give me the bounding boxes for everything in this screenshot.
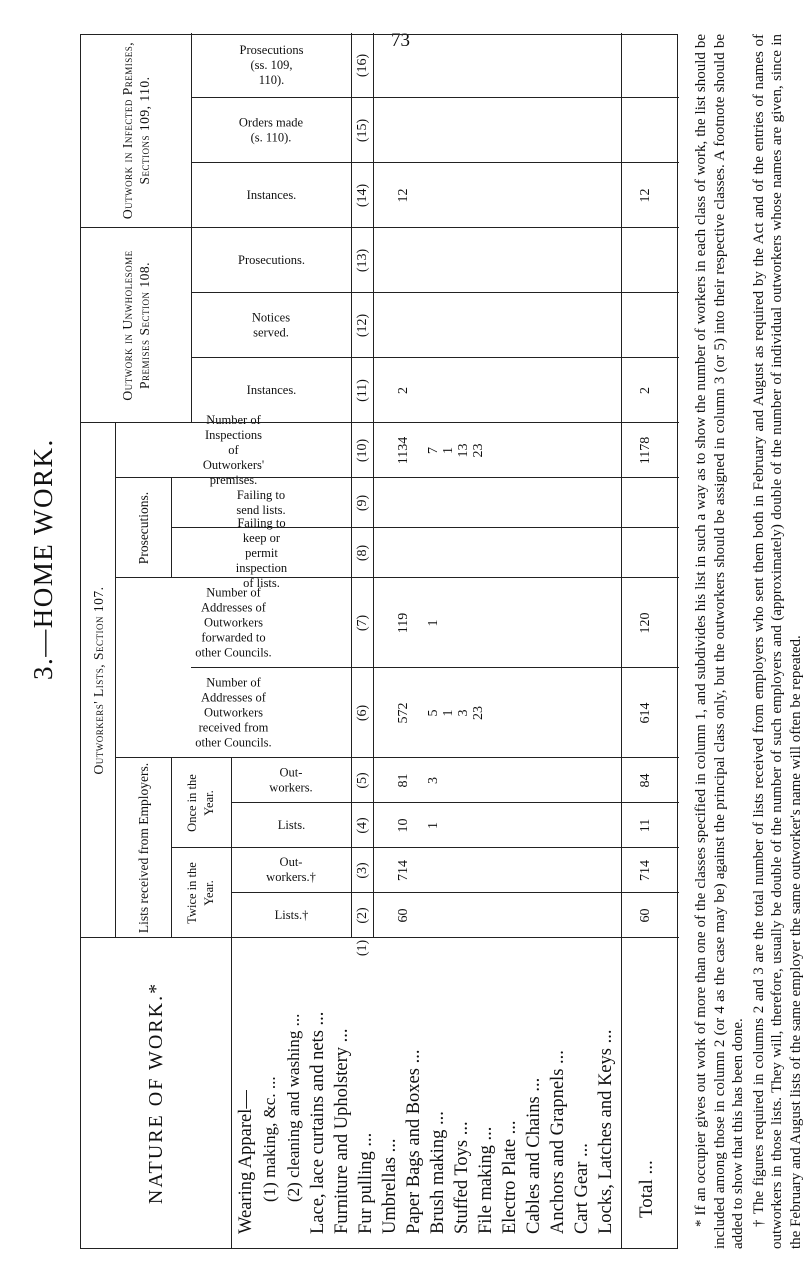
- rule-vertical: [191, 667, 679, 668]
- col-header-addresses-forwarded: [115, 578, 351, 668]
- nature-of-work-row: Locks, Latches and Keys ...: [596, 1029, 616, 1234]
- rule-horizontal: [351, 33, 352, 938]
- col-header-orders-made: [191, 98, 351, 163]
- col-header-lists-twice: [231, 893, 351, 938]
- cell-value: 23: [471, 443, 486, 458]
- nature-of-work-row: (1) making, &c. ...: [260, 1076, 279, 1202]
- rule-horizontal: [231, 938, 232, 1248]
- rule-horizontal: [191, 33, 192, 423]
- col-header-addresses-received: [115, 668, 351, 758]
- col-header-text: Prosecutions (ss. 109, 110).: [239, 43, 303, 87]
- column-number: (3): [355, 862, 370, 879]
- col-header-outworkers-twice: [231, 848, 351, 893]
- column-number: (1): [355, 939, 370, 957]
- column-number: (11): [355, 379, 370, 402]
- nature-of-work-row: Paper Bags and Boxes ...: [404, 1049, 424, 1234]
- nature-of-work-row: Lace, lace curtains and nets ...: [308, 1011, 328, 1234]
- col-header-text: Out-workers.: [269, 765, 313, 795]
- col-header-text: Out-workers.†: [266, 855, 316, 885]
- footnote-asterisk: * If an occupier gives out work of more than one of the classes specified in column 1, and subdivides his list in such a way as to show the number of workers in each class of work, the list should be included among those in column 2 (or 4 as the case may be) against the principal class only, but the outworkers should be assigned in column 3 (or 5) into their respective classes. A footnote should be added to show that this has been done.: [693, 34, 746, 1249]
- rule-vertical: [191, 97, 679, 98]
- col-header-text: Lists.: [277, 818, 305, 832]
- subheader-twice-in-year: Twice in the Year.: [185, 862, 216, 924]
- page-number: 73: [391, 30, 410, 51]
- col-header-notices-served: [191, 293, 351, 358]
- nature-of-work-row: Anchors and Grapnels ...: [548, 1050, 568, 1234]
- rule-vertical: [81, 227, 679, 228]
- subheader-prosecutions: Prosecutions.: [135, 491, 151, 565]
- cell-value: 7: [426, 447, 441, 454]
- nature-of-work-row: Umbrellas ...: [380, 1138, 400, 1234]
- total-value: 714: [638, 860, 653, 881]
- cell-value: 12: [396, 188, 411, 203]
- cell-value: 1: [426, 822, 441, 829]
- rule-vertical: [231, 802, 679, 803]
- rule-horizontal: [621, 33, 622, 1248]
- rule-vertical: [171, 527, 679, 528]
- cell-value: 1: [426, 619, 441, 627]
- cell-value: 10: [396, 818, 411, 833]
- nature-of-work-row: Stuffed Toys ...: [452, 1121, 472, 1234]
- column-number: (8): [355, 544, 370, 562]
- total-label: Total ...: [636, 1160, 657, 1218]
- rule-vertical: [191, 357, 679, 358]
- total-value: 120: [638, 612, 653, 634]
- total-value: 60: [638, 908, 653, 923]
- footnotes: [692, 34, 807, 1249]
- col-header-text: Number of Addresses of Outworkers received from other Councils.: [194, 675, 272, 750]
- footnote-dagger: † The figures required in columns 2 and 3 are the total number of lists received from employers who sent them both in February and August as required by the Act and of the entries of names of outworkers in those lists. They will, therefore, usually be double of the number of such employers and (approximately) double of the number of individual outworkers whose names are given, since in the February and August lists of the same employer the same outworker's name will often be repeated.: [750, 34, 804, 1249]
- column-number: (12): [355, 313, 370, 338]
- col-header-prosecutions-infected: [191, 33, 351, 98]
- col-header-text: Notices served.: [251, 310, 291, 340]
- nature-of-work-row: Fur pulling ...: [356, 1132, 376, 1234]
- total-value: 12: [638, 188, 653, 203]
- cell-value: 572: [396, 702, 411, 724]
- total-value: 2: [638, 387, 653, 394]
- rule-vertical: [81, 422, 679, 423]
- col-header-inspections: [115, 412, 351, 487]
- cell-value: 13: [456, 443, 471, 458]
- total-value: 614: [638, 702, 653, 724]
- group-header-unwholesome-premises: Outwork in Unwholesome Premises Section 108.: [120, 250, 152, 401]
- nature-of-work-row: (2) cleaning and washing ...: [284, 1013, 303, 1202]
- rule-vertical: [191, 292, 679, 293]
- nature-of-work-row: Furniture and Upholstery ...: [332, 1028, 352, 1234]
- col-header-instances-infected: [191, 163, 351, 228]
- cell-value: 714: [396, 860, 411, 881]
- cell-value: 1134: [396, 436, 411, 465]
- rule-horizontal: [373, 33, 374, 938]
- nature-of-work-row: File making ...: [476, 1126, 496, 1234]
- cell-value: 60: [396, 908, 411, 923]
- cell-value: 5: [426, 709, 441, 717]
- rule-horizontal: [171, 758, 172, 938]
- col-header-text: Instances.: [246, 383, 296, 397]
- rule-vertical: [115, 577, 679, 578]
- rule-vertical: [171, 847, 679, 848]
- nature-of-work-row: Electro Plate ...: [500, 1120, 520, 1234]
- column-number: (2): [355, 907, 370, 924]
- cell-value: 3: [456, 709, 471, 717]
- col-header-lists-once: [231, 803, 351, 848]
- page-title: 3.—HOME WORK.: [28, 438, 58, 680]
- column-number: (7): [355, 614, 370, 632]
- subheader-once-in-year: Once in the Year.: [185, 774, 216, 832]
- rule-horizontal: [115, 423, 116, 938]
- column-number: (4): [355, 817, 370, 834]
- total-value: 84: [638, 773, 653, 788]
- cell-value: 2: [396, 387, 411, 394]
- cell-value: 3: [426, 777, 441, 784]
- rule-vertical: [191, 162, 679, 163]
- cell-value: 119: [396, 612, 411, 634]
- total-value: 1178: [638, 436, 653, 465]
- col-header-text: Failing to send lists.: [236, 488, 286, 517]
- cell-value: 1: [441, 447, 456, 454]
- rule-horizontal: [231, 758, 232, 938]
- subheader-lists-received: Lists received from Employers.: [135, 762, 151, 934]
- col-header-text: Instances.: [246, 188, 296, 202]
- col-header-text: Lists.†: [274, 908, 308, 922]
- col-header-prosecutions-unwholesome: [191, 228, 351, 293]
- column-number: (10): [355, 438, 370, 463]
- cell-value: 81: [396, 773, 411, 788]
- nature-of-work-header: NATURE OF WORK.*: [144, 981, 167, 1205]
- col-header-text: Number of Addresses of Outworkers forwarded to other Councils.: [194, 585, 272, 660]
- group-header-outworkers-lists: Outworkers' Lists, Section 107.: [90, 586, 106, 775]
- column-number: (16): [355, 53, 370, 78]
- home-work-table: [80, 34, 678, 1249]
- col-header-text: Orders made (s. 110).: [238, 115, 304, 145]
- rotated-page-content: [80, 34, 804, 1249]
- nature-of-work-row: Cart Gear ...: [572, 1143, 592, 1234]
- column-number: (15): [355, 118, 370, 143]
- column-number: (14): [355, 183, 370, 208]
- col-header-text: Number of Inspections of Outworkers' premises.: [202, 412, 264, 487]
- col-header-outworkers-once: [231, 758, 351, 803]
- rule-horizontal: [171, 478, 172, 578]
- column-number: (5): [355, 772, 370, 789]
- col-header-instances-unwholesome: [191, 358, 351, 423]
- col-header-text: Prosecutions.: [237, 252, 305, 267]
- column-number: (9): [355, 494, 370, 512]
- col-header-text: Failing to keep or permit inspection of lists.: [235, 515, 287, 590]
- nature-of-work-row: Cables and Chains ...: [524, 1077, 544, 1234]
- total-value: 11: [638, 818, 653, 833]
- column-number: (13): [355, 248, 370, 273]
- group-header-infected-premises: Outwork in Infected Premises, Sections 109, 110.: [120, 41, 152, 220]
- nature-of-work-row: Brush making ...: [428, 1111, 448, 1234]
- column-number: (6): [355, 704, 370, 722]
- col-header-failing-keep-lists: [171, 515, 351, 590]
- cell-value: 23: [471, 706, 486, 720]
- rule-vertical: [231, 892, 679, 893]
- nature-of-work-row: Wearing Apparel—: [236, 1090, 256, 1234]
- cell-value: 1: [441, 709, 456, 717]
